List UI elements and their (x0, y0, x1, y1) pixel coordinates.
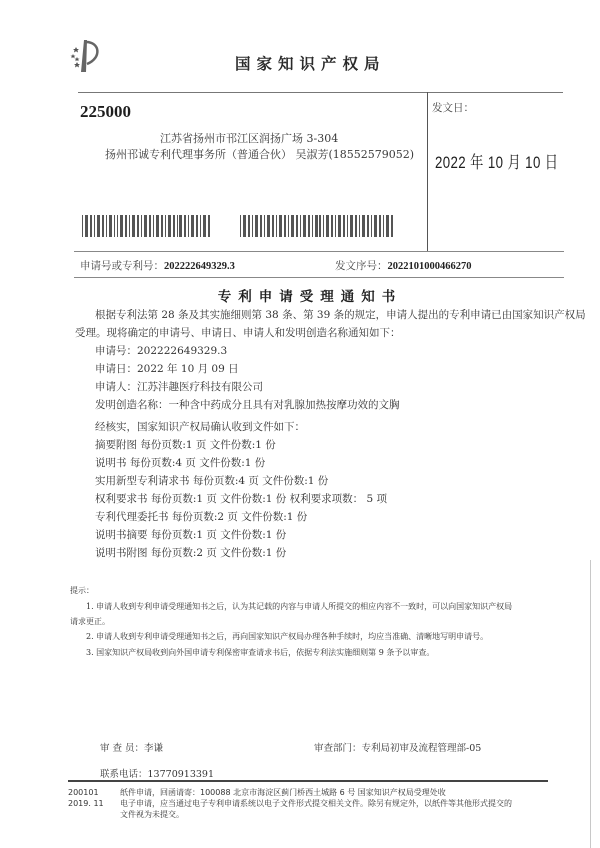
field-value: 一种含中药成分且具有对乳腺加热按摩功效的文胸 (168, 399, 400, 411)
field-applicant (95, 378, 263, 396)
serial-number-label: 发文序号： (335, 260, 388, 272)
recipient-agency-contact: 扬州邗诚专利代理事务所（普通合伙） 吴淑芳(18552579052) (105, 148, 415, 161)
application-number: 202222649329.3 (164, 261, 235, 272)
serial-number-row (335, 258, 472, 273)
field-application-date (95, 360, 239, 378)
document-item: 说明书 每份页数:4 页 文件份数:1 份 (95, 457, 266, 469)
field-application-number (95, 342, 227, 360)
scan-edge-line (590, 560, 591, 848)
department-name: 专利局初审及流程管理部-05 (361, 743, 482, 754)
notice-title: 专利申请受理通知书 (217, 289, 403, 305)
document-item: 说明书摘要 每份页数:1 页 文件份数:1 份 (95, 529, 287, 541)
document-item: 专利代理委托书 每份页数:2 页 文件份数:1 份 (95, 511, 308, 523)
barcode-gap (393, 215, 395, 237)
agency-name: 国家知识产权局 (235, 54, 386, 73)
postcode: 225000 (80, 102, 131, 121)
barcode-serial (240, 215, 395, 237)
application-number-row (80, 258, 235, 273)
cnipa-logo-icon (70, 38, 106, 74)
issue-date-label: 发文日： (432, 102, 474, 114)
phone-row (100, 766, 214, 780)
issue-date: 2022 年 10 月 10 日 (435, 153, 559, 172)
document-item: 实用新型专利请求书 每份页数:4 页 文件份数:1 份 (95, 475, 329, 487)
department-label: 审查部门： (314, 743, 362, 754)
hint-1-line1: 1. 申请人收到专利申请受理通知书之后，认为其记载的内容与申请人所提交的相应内容不一致时，可以向国家知识产权局 (86, 602, 513, 611)
ids-bottom-divider (74, 277, 564, 278)
field-label: 申请日： (95, 363, 137, 375)
barcode-gap (210, 215, 212, 237)
reviewer-row (100, 740, 163, 754)
document-item: 说明书附图 每份页数:2 页 文件份数:1 份 (95, 547, 287, 559)
verified-intro: 经核实，国家知识产权局确认收到文件如下： (95, 421, 305, 433)
recipient-address: 江苏省扬州市邗江区润扬广场 3-304 (160, 132, 339, 145)
hint-2: 2. 申请人收到专利申请受理通知书之后，再向国家知识产权局办理各种手续时，均应当准确、清晰地写明申请号。 (86, 632, 489, 641)
phone-number: 13770913391 (147, 769, 215, 780)
application-number-label: 申请号或专利号： (80, 260, 164, 272)
field-value: 202222649329.3 (137, 345, 228, 357)
form-code: 200101 (68, 788, 99, 797)
ids-top-divider (74, 251, 564, 252)
footer-divider (68, 780, 548, 782)
hint-3: 3. 国家知识产权局收到向外国申请专利保密审查请求书后，依据专利法实施细则第 9 条予以审查。 (86, 648, 435, 657)
form-version: 2019. 11 (68, 799, 104, 808)
field-label: 申请人： (95, 381, 137, 393)
reviewer-label: 审 查 员： (100, 743, 145, 754)
serial-number: 2022101000466270 (387, 261, 472, 272)
intro-paragraph-line2: 受理。现将确定的申请号、申请日、申请人和发明创造名称通知如下： (75, 327, 401, 339)
document-item: 摘要附图 每份页数:1 页 文件份数:1 份 (95, 439, 276, 451)
footer-electronic-submission: 电子申请，应当通过电子专利申请系统以电子文件形式提交相关文件。除另有规定外，以纸件等其他形式提交的 (120, 799, 512, 808)
issue-date-box-divider (427, 92, 428, 252)
field-label: 发明创造名称： (95, 399, 169, 411)
hints-title: 提示： (70, 586, 94, 595)
phone-label: 联系电话： (100, 769, 148, 780)
intro-paragraph-line1: 根据专利法第 28 条及其实施细则第 38 条、第 39 条的规定，申请人提出的专利申请已由国家知识产权局 (95, 309, 586, 321)
field-invention-title (95, 396, 400, 414)
barcode-application (82, 215, 212, 237)
field-value: 2022 年 10 月 09 日 (137, 363, 239, 375)
footer-paper-submission: 纸件申请，回函请寄：100088 北京市海淀区蓟门桥西土城路 6 号 国家知识产权局受理处收 (120, 788, 446, 797)
hint-1-line2: 请求更正。 (70, 617, 110, 626)
field-value: 江苏沣趣医疗科技有限公司 (137, 381, 263, 393)
header-divider (78, 92, 563, 93)
department-row (314, 740, 481, 754)
footer-electronic-submission-cont: 文件视为未提交。 (120, 810, 184, 819)
field-label: 申请号： (95, 345, 137, 357)
document-item: 权利要求书 每份页数:1 页 文件份数:1 份 权利要求项数： 5 项 (95, 493, 387, 505)
reviewer-name: 李谦 (144, 743, 164, 754)
